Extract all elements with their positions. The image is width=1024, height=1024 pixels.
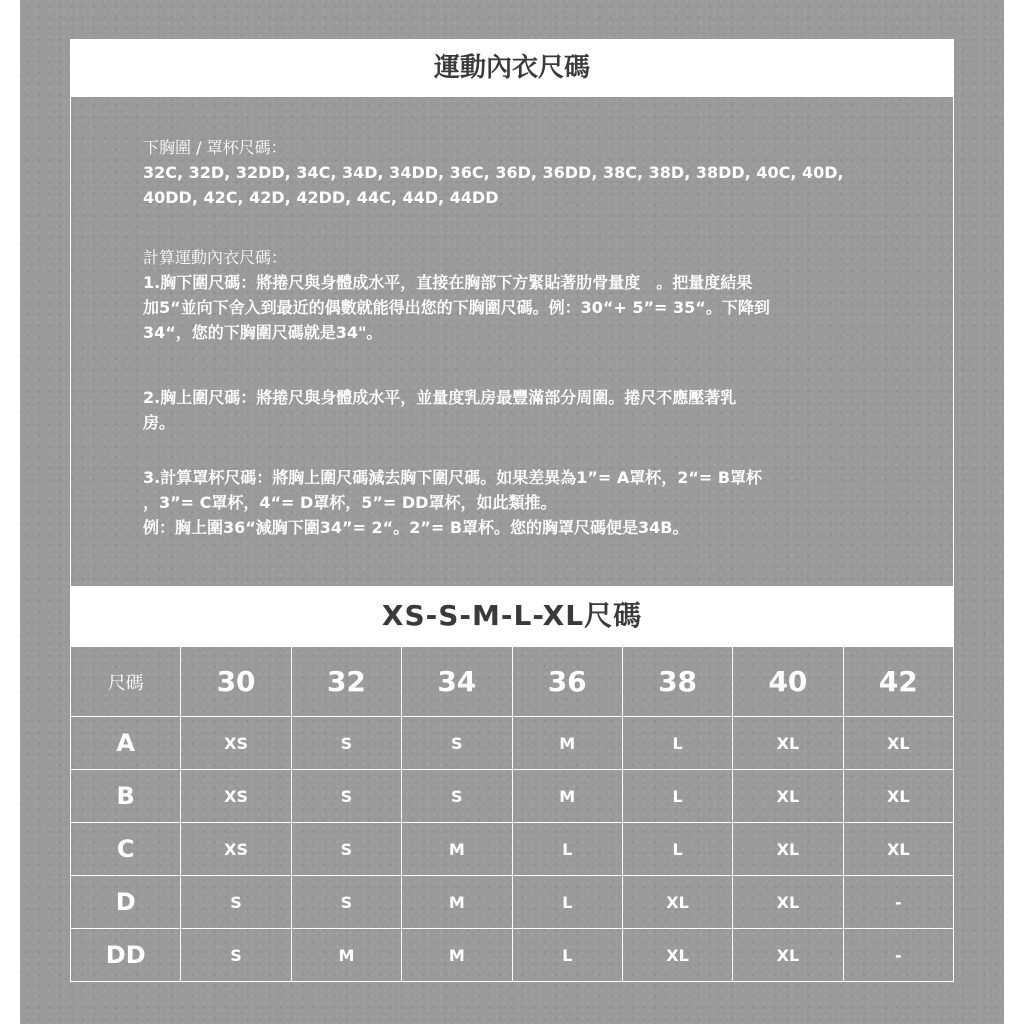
size-cell: L: [622, 717, 732, 770]
size-cell: L: [512, 823, 622, 876]
corner-label: 尺碼: [71, 647, 181, 717]
size-cell: XL: [843, 770, 953, 823]
size-cell: XL: [622, 876, 732, 929]
size-cell: L: [622, 770, 732, 823]
cup-label: C: [71, 823, 181, 876]
step3-block: [143, 465, 893, 540]
size-cell: L: [512, 929, 622, 982]
size-cell: XL: [733, 929, 843, 982]
size-cell: S: [181, 876, 291, 929]
band-size-header: 40: [733, 647, 843, 717]
size-cell: XS: [181, 717, 291, 770]
size-cell: L: [622, 823, 732, 876]
step1-line: 1.胸下圍尺碼：將捲尺與身體成水平，直接在胸部下方緊貼著肋骨量度 。把量度結果: [143, 273, 753, 292]
sizes-info-block: [143, 135, 893, 210]
size-cell: S: [402, 717, 512, 770]
size-cell: S: [181, 929, 291, 982]
size-cell: XL: [733, 876, 843, 929]
calc-info-block: [143, 245, 893, 345]
size-cell: XL: [733, 770, 843, 823]
size-cell: XL: [733, 717, 843, 770]
table-row: [71, 717, 954, 770]
step1-line: 加5“並向下舍入到最近的偶數就能得出您的下胸圍尺碼。例：30“+ 5”= 35“。下降到: [143, 298, 770, 317]
sizes-line: 32C, 32D, 32DD, 34C, 34D, 34DD, 36C, 36D, 36DD, 38C, 38D, 38DD, 40C, 40D,: [143, 163, 844, 182]
size-cell: S: [291, 770, 401, 823]
band-size-header: 38: [622, 647, 732, 717]
size-cell: S: [291, 876, 401, 929]
size-cell: XL: [733, 823, 843, 876]
size-cell: M: [402, 876, 512, 929]
size-cell: L: [512, 876, 622, 929]
table-header-row: [71, 647, 954, 717]
size-cell: XL: [843, 823, 953, 876]
size-cell: XL: [843, 717, 953, 770]
band-size-header: 36: [512, 647, 622, 717]
step2-block: [143, 385, 893, 435]
size-chart-title: XS-S-M-L-XL尺碼: [70, 586, 954, 646]
step3-line: ，3”= C罩杯，4“= D罩杯，5”= DD罩杯，如此類推。: [143, 493, 557, 512]
size-cell: M: [512, 770, 622, 823]
size-cell: S: [291, 717, 401, 770]
band-size-header: 34: [402, 647, 512, 717]
size-cell: M: [291, 929, 401, 982]
step2-line: 房。: [143, 413, 176, 432]
size-cell: -: [843, 876, 953, 929]
band-size-header: 30: [181, 647, 291, 717]
sizes-label: 下胸圍 / 罩杯尺碼：: [143, 138, 287, 157]
band-size-header: 32: [291, 647, 401, 717]
calc-label: 計算運動內衣尺碼：: [143, 248, 288, 267]
sizes-line: 40DD, 42C, 42D, 42DD, 44C, 44D, 44DD: [143, 188, 499, 207]
size-chart-table: [70, 646, 954, 982]
page-title: 運動內衣尺碼: [70, 39, 954, 97]
step3-line: 3.計算罩杯尺碼：將胸上圍尺碼減去胸下圍尺碼。如果差異為1”= A罩杯，2“= B罩杯: [143, 468, 763, 487]
size-cell: -: [843, 929, 953, 982]
cup-label: DD: [71, 929, 181, 982]
table-row: [71, 929, 954, 982]
table-row: [71, 770, 954, 823]
cup-label: D: [71, 876, 181, 929]
size-cell: M: [402, 823, 512, 876]
cup-label: B: [71, 770, 181, 823]
step1-line: 34“，您的下胸圍尺碼就是34"。: [143, 323, 383, 342]
step3-line: 例：胸上圍36“減胸下圍34”= 2“。2”= B罩杯。您的胸罩尺碼便是34B。: [143, 518, 689, 537]
step2-line: 2.胸上圍尺碼：將捲尺與身體成水平，並量度乳房最豐滿部分周圍。捲尺不應壓著乳: [143, 388, 737, 407]
size-cell: S: [402, 770, 512, 823]
band-size-header: 42: [843, 647, 953, 717]
table-row: [71, 823, 954, 876]
cup-label: A: [71, 717, 181, 770]
size-cell: XL: [622, 929, 732, 982]
size-cell: S: [291, 823, 401, 876]
size-cell: M: [402, 929, 512, 982]
size-cell: XS: [181, 770, 291, 823]
size-cell: XS: [181, 823, 291, 876]
size-cell: M: [512, 717, 622, 770]
table-row: [71, 876, 954, 929]
